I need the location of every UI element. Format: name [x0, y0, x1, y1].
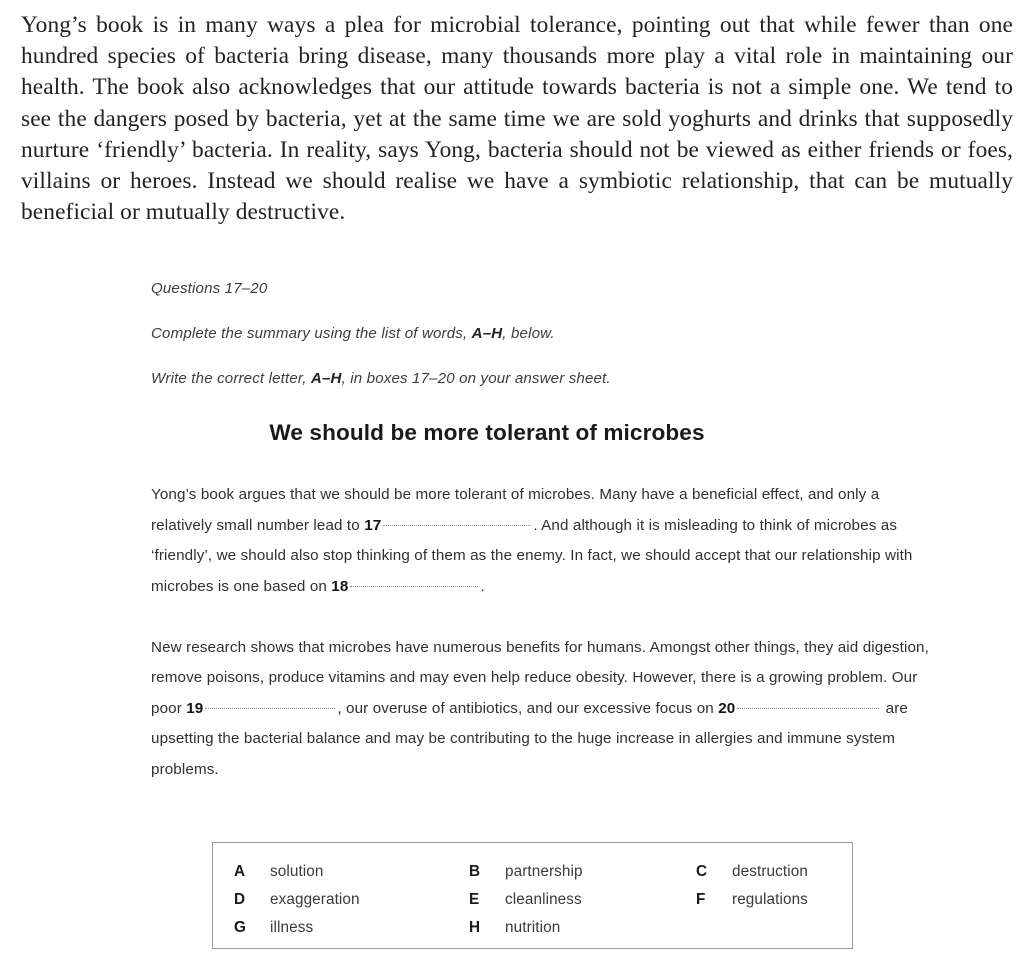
- word-option-a-text: solution: [270, 863, 324, 880]
- summary-instruction-text-before: Complete the summary using the list of words,: [151, 325, 472, 342]
- summary-instruction-line: [151, 326, 951, 342]
- word-option-d-text: exaggeration: [270, 891, 360, 908]
- summary-p2-segment-3: are upsetting the bacterial balance and may be contributing to the huge increase in allergies and immune system problems.: [151, 699, 908, 778]
- word-option-g-text: illness: [270, 919, 314, 936]
- word-option-d[interactable]: [234, 891, 469, 909]
- word-option-a-letter: A: [234, 863, 246, 880]
- answer-sheet-text-after: , in boxes 17–20 on your answer sheet.: [341, 370, 611, 387]
- question-number-19: 19: [186, 699, 204, 717]
- word-option-f[interactable]: [696, 891, 842, 909]
- summary-instruction-letter-range: A–H: [471, 325, 503, 342]
- summary-body: [151, 480, 941, 785]
- reading-passage-paragraph: Yong’s book is in many ways a plea for microbial tolerance, pointing out that while fewer than one hundred species of bacteria bring disease, many thousands more play a vital role in maintaining our health. The book also acknowledges that our attitude towards bacteria is not a simple one. We tend to see the dangers posed by bacteria, yet at the same time we are sold yoghurts and drinks that supposedly nurture ‘friendly’ bacteria. In reality, says Yong, bacteria should not be viewed as either friends or foes, villains or heroes. Instead we should realise we have a symbiotic relationship, that can be mutually beneficial or mutually destructive.: [21, 12, 1013, 226]
- word-option-b-text: partnership: [505, 863, 583, 880]
- summary-p1-segment-3: .: [480, 577, 485, 595]
- word-list-box: [212, 842, 853, 949]
- word-option-c[interactable]: [696, 863, 842, 881]
- word-option-b[interactable]: [469, 863, 696, 881]
- word-option-d-letter: D: [234, 891, 246, 908]
- summary-p1-segment-1: Yong’s book argues that we should be more tolerant of microbes. Many have a beneficial effect, and only a relatively small number lead to: [151, 486, 880, 534]
- summary-instruction-text-after: , below.: [502, 325, 555, 342]
- summary-paragraph-2: [151, 633, 941, 786]
- word-option-f-letter: F: [696, 891, 706, 908]
- questions-range-heading: Questions 17–20: [151, 280, 268, 297]
- word-list-grid: [234, 858, 842, 942]
- word-option-b-letter: B: [469, 863, 481, 880]
- answer-blank-18[interactable]: [350, 575, 478, 590]
- answer-sheet-instruction-line: [151, 371, 951, 387]
- word-option-a[interactable]: [234, 863, 469, 881]
- summary-p2-segment-2: , our overuse of antibiotics, and our excessive focus on: [337, 699, 719, 717]
- word-option-h[interactable]: [469, 919, 696, 937]
- summary-p1-segment-2: . And although it is misleading to think of microbes as ‘friendly’, we should also stop thinking of them as the enemy. In fact, we should accept that our relationship with microbes is one based on: [151, 516, 913, 595]
- word-option-g[interactable]: [234, 919, 469, 937]
- word-option-g-letter: G: [234, 919, 246, 936]
- questions-instructions-block: [151, 281, 951, 387]
- summary-paragraph-1: [151, 480, 941, 602]
- word-option-e-letter: E: [469, 891, 480, 908]
- summary-p2-segment-1: New research shows that microbes have numerous benefits for humans. Amongst other things, they aid digestion, remove poisons, produce vitamins and may even help reduce obesity. However, there is a growing problem. Our poor: [151, 638, 929, 717]
- word-option-e[interactable]: [469, 891, 696, 909]
- summary-title: We should be more tolerant of microbes: [269, 420, 705, 445]
- word-option-c-text: destruction: [732, 863, 808, 880]
- answer-blank-20[interactable]: [737, 697, 879, 712]
- question-number-20: 20: [718, 699, 736, 717]
- word-option-c-letter: C: [696, 863, 708, 880]
- word-option-f-text: regulations: [732, 891, 808, 908]
- answer-sheet-text-before: Write the correct letter,: [151, 370, 311, 387]
- answer-sheet-letter-range: A–H: [310, 370, 342, 387]
- word-option-e-text: cleanliness: [505, 891, 582, 908]
- word-option-h-letter: H: [469, 919, 481, 936]
- answer-blank-19[interactable]: [205, 697, 335, 712]
- question-number-17: 17: [364, 516, 382, 534]
- question-number-18: 18: [331, 577, 349, 595]
- answer-blank-17[interactable]: [383, 514, 531, 529]
- word-option-h-text: nutrition: [505, 919, 561, 936]
